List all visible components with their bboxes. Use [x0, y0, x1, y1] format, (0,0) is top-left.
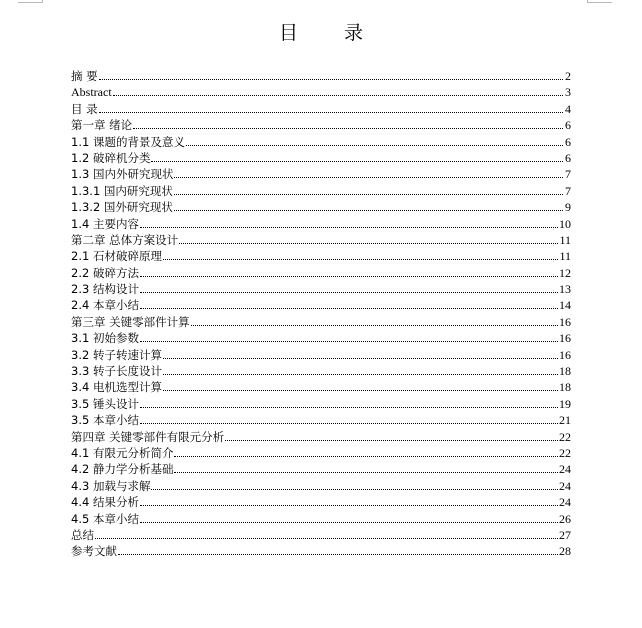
- dot-leader: [151, 161, 563, 162]
- dot-leader: [186, 145, 563, 146]
- toc-entry[interactable]: [71, 183, 571, 199]
- dot-leader: [163, 374, 558, 375]
- toc-entry-page-number: 22: [559, 445, 571, 460]
- dot-leader: [174, 177, 563, 178]
- dot-leader: [174, 194, 563, 195]
- toc-entry-label: 3.2 转子转速计算: [71, 347, 162, 362]
- toc-entry-label: 3.4 电机选型计算: [71, 380, 162, 395]
- toc-entry[interactable]: [71, 68, 571, 84]
- toc-entry-label: 4.4 结果分析: [71, 495, 139, 510]
- toc-entry-label: 1.3.1 国内研究现状: [71, 183, 173, 198]
- toc-entry-page-number: 3: [565, 85, 571, 100]
- toc-entry-page-number: 9: [565, 200, 571, 215]
- toc-entry-page-number: 11: [559, 232, 571, 247]
- toc-entry-label: 3.5 锤头设计: [71, 396, 139, 411]
- toc-entry[interactable]: [71, 265, 571, 281]
- dot-leader: [140, 522, 558, 523]
- toc-entry[interactable]: [71, 363, 571, 379]
- toc-entry-label: 目 录: [71, 101, 98, 116]
- toc-entry[interactable]: [71, 199, 571, 215]
- toc-entry[interactable]: [71, 379, 571, 395]
- toc-entry-label: 2.1 石材破碎原理: [71, 249, 162, 264]
- toc-entry-label: 总结: [71, 527, 94, 542]
- dot-leader: [140, 423, 558, 424]
- toc-entry[interactable]: [71, 478, 571, 494]
- toc-entry-page-number: 26: [559, 511, 571, 526]
- dot-leader: [140, 276, 558, 277]
- dot-leader: [174, 210, 563, 211]
- toc-entry[interactable]: [71, 150, 571, 166]
- toc-entry-label: 第一章 绪论: [71, 118, 133, 133]
- toc-entry-page-number: 27: [559, 527, 571, 542]
- dot-leader: [140, 292, 558, 293]
- toc-entry[interactable]: [71, 232, 571, 248]
- table-of-contents: [71, 68, 571, 560]
- dot-leader: [140, 308, 558, 309]
- toc-entry-label: 2.3 结构设计: [71, 282, 139, 297]
- toc-entry-label: 4.3 加载与求解: [71, 478, 151, 493]
- toc-entry-page-number: 7: [565, 183, 571, 198]
- toc-entry-label: 1.3 国内外研究现状: [71, 167, 174, 182]
- toc-entry-page-number: 24: [559, 495, 571, 510]
- dot-leader: [140, 505, 558, 506]
- toc-entry[interactable]: [71, 216, 571, 232]
- toc-entry[interactable]: [71, 527, 571, 543]
- toc-entry[interactable]: [71, 84, 571, 100]
- toc-entry[interactable]: [71, 248, 571, 264]
- toc-entry-page-number: 18: [559, 364, 571, 379]
- toc-entry-label: 1.3.2 国外研究现状: [71, 200, 173, 215]
- toc-entry-label: 3.5 本章小结: [71, 413, 139, 428]
- toc-entry-label: 2.4 本章小结: [71, 298, 139, 313]
- toc-entry-label: 第二章 总体方案设计: [71, 232, 179, 247]
- toc-entry-label: 4.1 有限元分析简介: [71, 445, 174, 460]
- page-corner-mark-left: [18, 0, 43, 3]
- toc-entry[interactable]: [71, 396, 571, 412]
- dot-leader: [95, 538, 558, 539]
- toc-entry-page-number: 22: [559, 429, 571, 444]
- dot-leader: [174, 456, 558, 457]
- dot-leader: [179, 243, 558, 244]
- toc-entry[interactable]: [71, 445, 571, 461]
- toc-entry[interactable]: [71, 429, 571, 445]
- toc-entry-label: 4.5 本章小结: [71, 511, 139, 526]
- toc-entry-page-number: 12: [559, 265, 571, 280]
- toc-entry[interactable]: [71, 347, 571, 363]
- toc-entry[interactable]: [71, 297, 571, 313]
- toc-entry-label: 1.2 破碎机分类: [71, 150, 151, 165]
- toc-entry[interactable]: [71, 281, 571, 297]
- toc-entry-label: 4.2 静力学分析基础: [71, 462, 174, 477]
- toc-entry[interactable]: [71, 543, 571, 559]
- dot-leader: [140, 227, 558, 228]
- dot-leader: [113, 95, 563, 96]
- toc-entry-page-number: 21: [559, 413, 571, 428]
- toc-entry[interactable]: [71, 412, 571, 428]
- page-title: 目 录: [278, 22, 384, 44]
- toc-entry[interactable]: [71, 117, 571, 133]
- dot-leader: [133, 128, 563, 129]
- toc-entry-page-number: 7: [565, 167, 571, 182]
- toc-entry-page-number: 16: [559, 331, 571, 346]
- toc-entry-page-number: 6: [565, 118, 571, 133]
- toc-entry[interactable]: [71, 330, 571, 346]
- toc-entry-label: 1.4 主要内容: [71, 216, 139, 231]
- toc-entry[interactable]: [71, 134, 571, 150]
- toc-entry-page-number: 6: [565, 134, 571, 149]
- toc-entry-label: 摘 要: [71, 69, 98, 83]
- toc-entry-page-number: 10: [559, 216, 571, 231]
- dot-leader: [225, 440, 558, 441]
- dot-leader: [151, 489, 558, 490]
- dot-leader: [140, 407, 558, 408]
- toc-entry-page-number: 14: [559, 298, 571, 313]
- toc-entry-page-number: 11: [559, 249, 571, 264]
- toc-entry[interactable]: [71, 461, 571, 477]
- toc-entry-page-number: 6: [565, 150, 571, 165]
- toc-entry-label: 2.2 破碎方法: [71, 265, 139, 280]
- toc-entry[interactable]: [71, 511, 571, 527]
- toc-entry-page-number: 2: [565, 69, 571, 83]
- toc-entry-label: 3.3 转子长度设计: [71, 364, 162, 379]
- toc-entry[interactable]: [71, 101, 571, 117]
- toc-entry-page-number: 28: [559, 544, 571, 559]
- toc-entry-page-number: 16: [559, 314, 571, 329]
- dot-leader: [174, 472, 558, 473]
- toc-entry-page-number: 16: [559, 347, 571, 362]
- dot-leader: [163, 358, 558, 359]
- dot-leader: [191, 325, 558, 326]
- toc-entry-page-number: 24: [559, 462, 571, 477]
- dot-leader: [99, 112, 563, 113]
- toc-entry[interactable]: [71, 166, 571, 182]
- toc-entry-page-number: 24: [559, 478, 571, 493]
- dot-leader: [99, 79, 563, 80]
- toc-entry-page-number: 18: [559, 380, 571, 395]
- toc-entry[interactable]: [71, 494, 571, 510]
- toc-entry-page-number: 19: [559, 396, 571, 411]
- toc-entry-label: 3.1 初始参数: [71, 331, 139, 346]
- toc-entry-label: 第四章 关键零部件有限元分析: [71, 429, 225, 444]
- dot-leader: [140, 341, 558, 342]
- dot-leader: [118, 554, 558, 555]
- toc-entry[interactable]: [71, 314, 571, 330]
- dot-leader: [163, 259, 558, 260]
- toc-entry-page-number: 13: [559, 282, 571, 297]
- dot-leader: [163, 390, 558, 391]
- toc-entry-label: Abstract: [71, 85, 112, 100]
- page-corner-mark-right: [587, 0, 612, 3]
- toc-entry-label: 参考文献: [71, 544, 117, 559]
- toc-entry-label: 1.1 课题的背景及意义: [71, 134, 185, 149]
- toc-entry-page-number: 4: [565, 101, 571, 116]
- toc-entry-label: 第三章 关键零部件计算: [71, 314, 190, 329]
